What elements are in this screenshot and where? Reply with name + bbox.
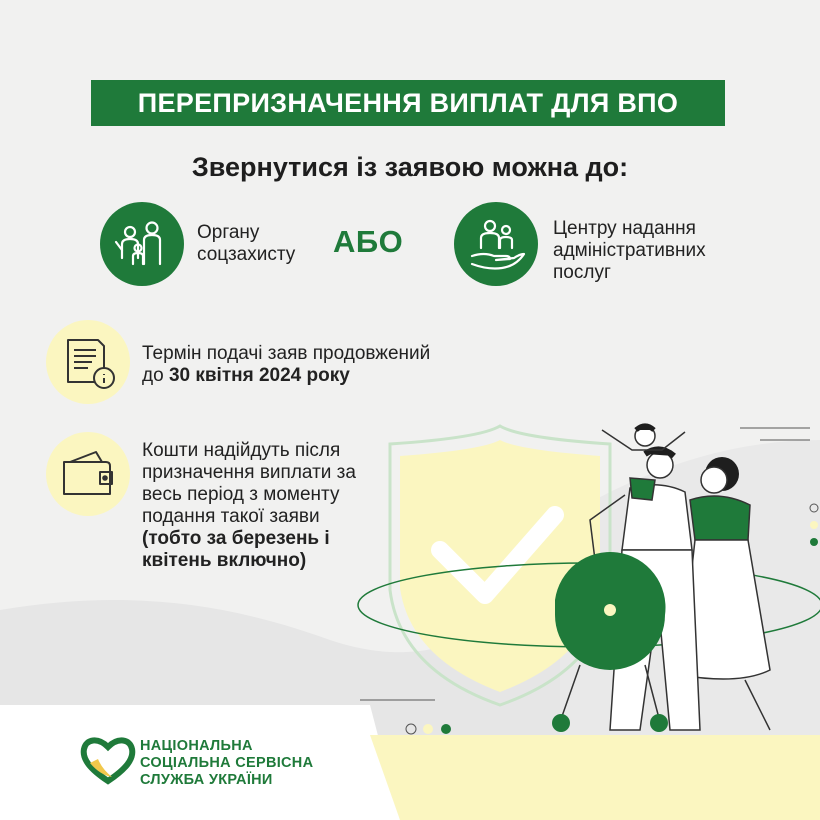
option-left-line2: соцзахисту: [197, 244, 296, 265]
family-icon: [100, 202, 184, 286]
document-info-icon: [46, 320, 130, 404]
subtitle: Звернутися із заявою можна до:: [191, 152, 629, 182]
logo-line3: СЛУЖБА УКРАЇНИ: [140, 772, 273, 788]
payment-line4: подання такої заяви: [142, 506, 320, 527]
deadline-line2: [142, 365, 430, 387]
hand-people-icon: [454, 202, 538, 286]
deadline-line1: Термін подачі заяв продовжений: [142, 343, 431, 364]
option-left-line1: Органу: [197, 222, 260, 243]
payment-line1: Кошти надійдуть після: [142, 440, 341, 461]
option-right-label: [553, 218, 706, 284]
deadline-date: 30 квітня 2024 року: [168, 365, 350, 386]
deadline-prefix: до: [142, 365, 169, 386]
payment-line6: квітень включно): [142, 550, 307, 571]
logo-line2: СОЦІАЛЬНА СЕРВІСНА: [140, 755, 314, 771]
option-right-line1: Центру надання: [553, 218, 696, 239]
logo-text: [140, 738, 313, 789]
page-title: ПЕРЕПРИЗНАЧЕННЯ ВИПЛАТ ДЛЯ ВПО: [137, 87, 679, 118]
deadline-text: [142, 343, 430, 387]
heart-logo-icon: [80, 733, 136, 785]
logo-line1: НАЦІОНАЛЬНА: [140, 738, 253, 754]
option-right-line3: послуг: [553, 262, 611, 283]
title-banner: [91, 80, 725, 126]
or-separator: АБО: [333, 224, 404, 259]
option-left-label: [197, 222, 295, 266]
payment-text: [142, 440, 356, 572]
payment-line5: (тобто за березень і: [142, 528, 330, 549]
payment-line2: призначення виплати за: [142, 462, 356, 483]
payment-line3: весь період з моменту: [142, 484, 340, 505]
family-shield-illustration: [340, 400, 820, 745]
option-right-line2: адміністративних: [553, 240, 706, 261]
wallet-icon: [46, 432, 130, 516]
